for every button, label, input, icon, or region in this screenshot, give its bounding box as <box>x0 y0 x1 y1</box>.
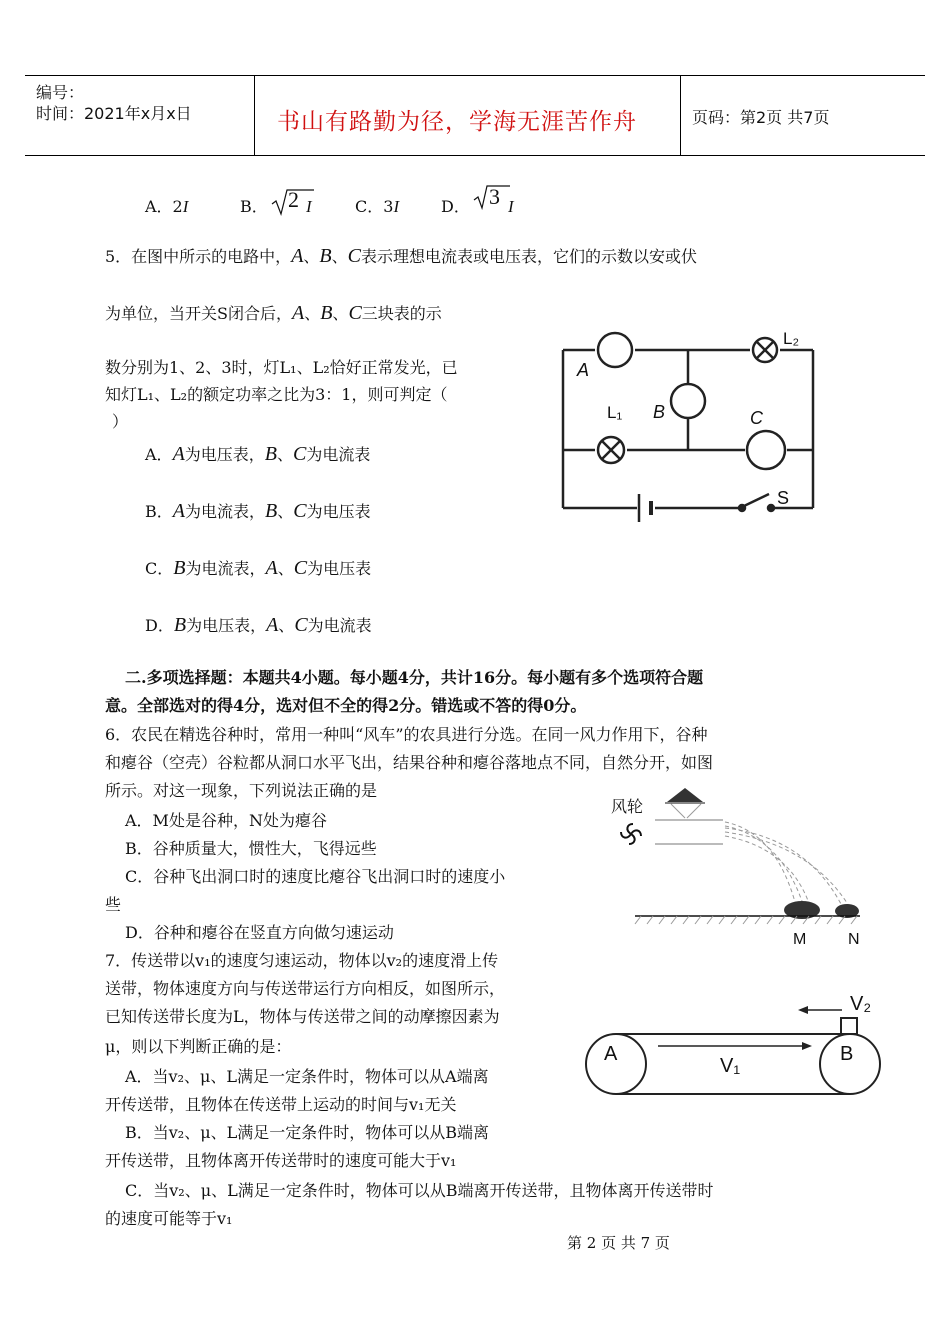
q7-line4: μ，则以下判断正确的是： <box>105 1037 292 1056</box>
circuit-label-C: C <box>750 408 763 428</box>
section2-line2: 意。全部选对的得4分，选对但不全的得2分。错选或不答的得0分。 <box>105 696 587 715</box>
q6-option-c2: 些 <box>105 895 122 914</box>
footer-page-number: 第 2 页 共 7 页 <box>567 1234 670 1252</box>
q6-option-a: A．M处是谷种，N处为瘪谷 <box>125 811 327 830</box>
sqrt2-number: 2 <box>288 187 299 212</box>
q5-option-a: A．A为电压表，B、C为电流表 <box>145 443 371 465</box>
q7-option-b2: 开传送带，且物体离开传送带时的速度可能大于v₁ <box>105 1151 457 1170</box>
motto: 书山有路勤为径，学海无涯苦作舟 <box>277 109 637 135</box>
fan-icon <box>621 824 641 844</box>
q6-option-b: B．谷种质量大，惯性大，飞得远些 <box>125 839 377 858</box>
circuit-label-L1: L₁ <box>607 403 623 422</box>
sqrt3-number: 3 <box>489 184 500 209</box>
q6-line1: 6．农民在精选谷种时，常用一种叫“风车”的农具进行分选。在同一风力作用下，谷种 <box>105 725 708 744</box>
winnower-diagram <box>605 782 865 952</box>
q4-option-a: A．2I <box>145 197 189 216</box>
header-divider-right <box>680 75 681 156</box>
sqrt2-symbol <box>270 186 330 218</box>
serial-label: 编号： <box>36 83 85 102</box>
q7-option-c1: C．当v₂、μ、L满足一定条件时，物体可以从B端离开传送带，且物体离开传送带时 <box>125 1181 714 1200</box>
label-M: M <box>793 931 807 948</box>
q7-option-b1: B．当v₂、μ、L满足一定条件时，物体可以从B端离 <box>125 1123 489 1142</box>
circuit-diagram <box>555 320 825 520</box>
conveyor-label-V1: V₁ <box>720 1055 741 1077</box>
sqrt3-symbol <box>472 182 532 214</box>
q7-line1: 7．传送带以v₁的速度匀速运动，物体以v₂的速度滑上传 <box>105 951 499 970</box>
page-label: 页码：第2页 共7页 <box>692 108 830 127</box>
q4-option-d: D． <box>441 197 470 216</box>
q5-line2: 为单位，当开关S闭合后，A、B、C三块表的示 <box>105 302 442 324</box>
header-bottom-rule <box>25 155 925 156</box>
q6-option-d: D．谷种和瘪谷在竖直方向做匀速运动 <box>125 923 394 942</box>
q5-option-b: B．A为电流表，B、C为电压表 <box>145 500 371 522</box>
q5-line1: 5．在图中所示的电路中，A、B、C表示理想电流表或电压表，它们的示数以安或伏 <box>105 245 698 267</box>
conveyor-label-V2: V₂ <box>850 993 872 1015</box>
section2-line1: 二.多项选择题：本题共4小题。每小题4分，共计16分。每小题有多个选项符合题 <box>125 668 704 687</box>
q6-line2: 和瘪谷（空壳）谷粒都从洞口水平飞出，结果谷种和瘪谷落地点不同，自然分开，如图 <box>105 753 714 772</box>
q7-option-c2: 的速度可能等于v₁ <box>105 1209 233 1228</box>
sqrt3-var: I <box>508 197 514 216</box>
q6-line3: 所示。对这一现象，下列说法正确的是 <box>105 781 378 800</box>
label-N: N <box>848 931 860 948</box>
q5-option-c: C．B为电流表，A、C为电压表 <box>145 557 372 579</box>
q7-option-a2: 开传送带，且物体在传送带上运动的时间与v₁无关 <box>105 1095 457 1114</box>
q7-line3: 已知传送带长度为L，物体与传送带之间的动摩擦因素为 <box>105 1007 500 1026</box>
header-divider-left <box>254 75 255 156</box>
wind-wheel-label: 风轮 <box>611 797 644 816</box>
q5-option-d: D．B为电压表，A、C为电流表 <box>145 614 372 636</box>
q5-line3: 数分别为1、2、3时，灯L₁、L₂恰好正常发光，已 <box>105 358 458 377</box>
circuit-label-B: B <box>653 402 666 422</box>
q7-option-a1: A．当v₂、μ、L满足一定条件时，物体可以从A端离 <box>125 1067 489 1086</box>
circuit-label-L2: L₂ <box>783 329 800 348</box>
sqrt2-var: I <box>306 197 312 216</box>
conveyor-diagram <box>580 988 890 1100</box>
circuit-label-S: S <box>777 488 790 508</box>
q4-option-b: B． <box>240 197 268 216</box>
q7-line2: 送带，物体速度方向与传送带运行方向相反，如图所示， <box>105 979 506 998</box>
q5-line5: ） <box>112 412 129 431</box>
header-top-rule <box>25 75 925 76</box>
time-label: 时间：2021年x月x日 <box>36 104 192 123</box>
q6-option-c1: C．谷种飞出洞口时的速度比瘪谷飞出洞口时的速度小 <box>125 867 506 886</box>
q5-line4: 知灯L₁、L₂的额定功率之比为3：1，则可判定（ <box>105 385 448 404</box>
circuit-label-A: A <box>577 360 590 380</box>
conveyor-label-A: A <box>604 1043 618 1065</box>
conveyor-label-B: B <box>840 1043 854 1065</box>
q4-option-c: C．3I <box>355 197 400 216</box>
